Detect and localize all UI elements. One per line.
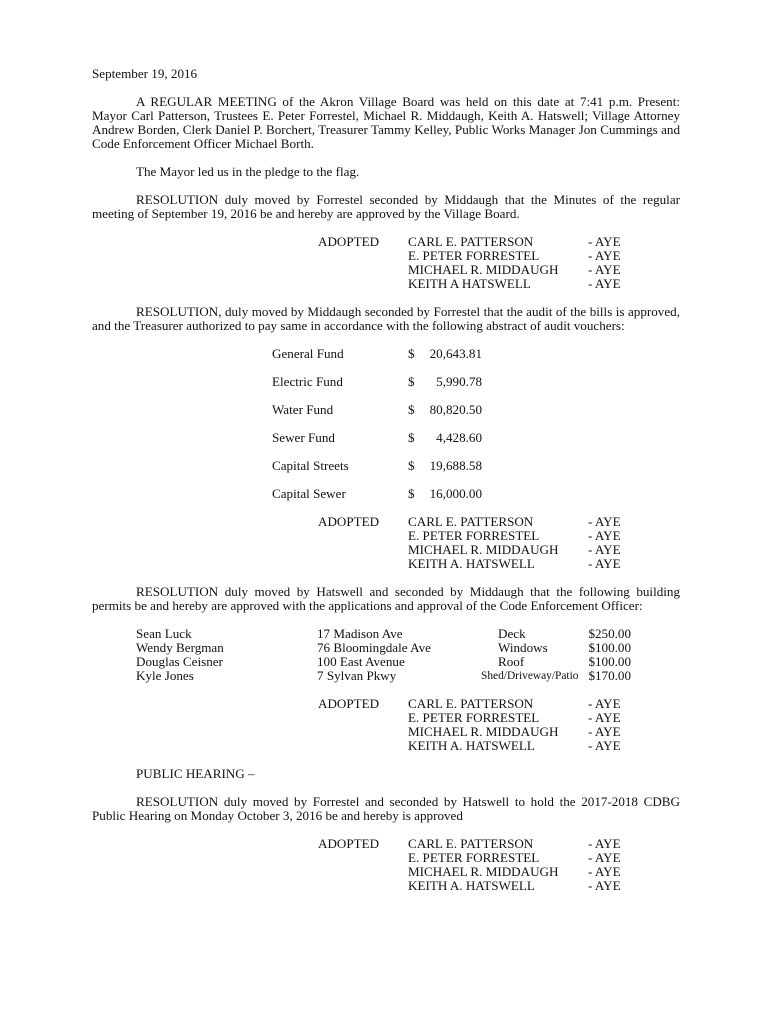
aye-label: - AYE <box>588 836 621 851</box>
permit-applicant: Wendy Bergman <box>136 640 224 655</box>
fund-name: Sewer Fund <box>272 430 335 445</box>
permit-address: 100 East Avenue <box>317 654 405 669</box>
audit-fund-list <box>272 347 680 515</box>
voter-name: E. PETER FORRESTEL <box>408 850 540 865</box>
vote-row <box>408 263 630 277</box>
vote-block-minutes <box>92 235 680 291</box>
permit-fee: $170.00 <box>588 668 631 683</box>
aye-label: - AYE <box>588 542 621 557</box>
fund-currency: $ <box>408 486 415 501</box>
aye-label: - AYE <box>588 724 621 739</box>
vote-row <box>408 711 630 725</box>
voter-name: CARL E. PATTERSON <box>408 836 534 851</box>
voter-name: KEITH A. HATSWELL <box>408 878 535 893</box>
vote-row <box>408 277 630 291</box>
voter-name: CARL E. PATTERSON <box>408 696 534 711</box>
aye-label: - AYE <box>588 850 621 865</box>
adopted-label: ADOPTED <box>318 836 380 851</box>
voter-name: CARL E. PATTERSON <box>408 234 534 249</box>
fund-amount: 19,688.58 <box>429 458 482 473</box>
permit-applicant: Douglas Ceisner <box>136 654 223 669</box>
adopted-label: ADOPTED <box>318 514 380 529</box>
voter-name: MICHAEL R. MIDDAUGH <box>408 724 559 739</box>
intro-paragraph: A REGULAR MEETING of the Akron Village Board was held on this date at 7:41 p.m. Present: Mayor Carl Patterson, Trustees E. Peter Forrestel, Michael R. Middaugh, Keith A. Hatswell; Village Attorney Andrew Borden, Clerk Daniel P. Borchert, Treasurer Tammy Kelley, Public Works Manager Jon Cummings and Code Enforcement Officer Michael Borth. <box>92 94 680 151</box>
aye-label: - AYE <box>588 528 621 543</box>
fund-amount: 16,000.00 <box>429 486 482 501</box>
vote-row <box>408 557 630 571</box>
vote-row <box>408 879 630 893</box>
vote-block-audit <box>92 515 680 571</box>
vote-row <box>408 851 630 865</box>
fund-currency: $ <box>408 346 415 361</box>
aye-label: - AYE <box>588 864 621 879</box>
vote-block-permits <box>92 697 680 753</box>
resolution-cdbg-hearing: RESOLUTION duly moved by Forrestel and seconded by Hatswell to hold the 2017-2018 CDBG Public Hearing on Monday October 3, 2016 be and hereby is approved <box>92 794 680 823</box>
permit-applicant: Kyle Jones <box>136 668 194 683</box>
permit-address: 17 Madison Ave <box>317 626 403 641</box>
permit-row <box>136 627 680 641</box>
voter-name: KEITH A HATSWELL <box>408 276 531 291</box>
public-hearing-heading: PUBLIC HEARING – <box>136 766 255 781</box>
meeting-date: September 19, 2016 <box>92 66 198 81</box>
fund-name: General Fund <box>272 346 344 361</box>
fund-amount: 4,428.60 <box>436 430 482 445</box>
voter-name: E. PETER FORRESTEL <box>408 528 540 543</box>
vote-block-cdbg <box>92 837 680 893</box>
aye-label: - AYE <box>588 710 621 725</box>
permit-row <box>136 641 680 655</box>
fund-row <box>272 431 680 459</box>
resolution-audit: RESOLUTION, duly moved by Middaugh seconded by Forrestel that the audit of the bills is approved, and the Treasurer authorized to pay same in accordance with the following abstract of audit vouchers: <box>92 304 680 333</box>
fund-row <box>272 347 680 375</box>
adopted-label: ADOPTED <box>318 234 380 249</box>
fund-name: Capital Streets <box>272 458 349 473</box>
fund-name: Water Fund <box>272 402 334 417</box>
vote-row <box>408 529 630 543</box>
fund-row <box>272 459 680 487</box>
permit-type: Deck <box>498 626 526 641</box>
fund-row <box>272 375 680 403</box>
voter-name: MICHAEL R. MIDDAUGH <box>408 542 559 557</box>
permit-row <box>136 655 680 669</box>
resolution-permits: RESOLUTION duly moved by Hatswell and seconded by Middaugh that the following building permits be and hereby are approved with the applications and approval of the Code Enforcement Officer: <box>92 584 680 613</box>
vote-row <box>408 837 630 851</box>
permit-address: 7 Sylvan Pkwy <box>317 668 397 683</box>
vote-row <box>408 697 630 711</box>
permit-row <box>136 669 680 683</box>
vote-row <box>408 515 630 529</box>
pledge-paragraph: The Mayor led us in the pledge to the flag. <box>136 164 360 179</box>
adopted-label: ADOPTED <box>318 696 380 711</box>
permit-applicant: Sean Luck <box>136 626 192 641</box>
vote-row <box>408 725 630 739</box>
permit-fee: $100.00 <box>588 640 631 655</box>
fund-currency: $ <box>408 430 415 445</box>
vote-row <box>408 543 630 557</box>
document-page <box>92 67 680 907</box>
aye-label: - AYE <box>588 276 621 291</box>
fund-currency: $ <box>408 458 415 473</box>
building-permit-list <box>136 627 680 683</box>
voter-name: CARL E. PATTERSON <box>408 514 534 529</box>
aye-label: - AYE <box>588 514 621 529</box>
aye-label: - AYE <box>588 248 621 263</box>
permit-type: Shed/Driveway/Patio <box>481 670 579 682</box>
aye-label: - AYE <box>588 696 621 711</box>
permit-fee: $250.00 <box>588 626 631 641</box>
aye-label: - AYE <box>588 234 621 249</box>
vote-row <box>408 865 630 879</box>
fund-amount: 20,643.81 <box>429 346 482 361</box>
voter-name: MICHAEL R. MIDDAUGH <box>408 262 559 277</box>
permit-address: 76 Bloomingdale Ave <box>317 640 431 655</box>
vote-row <box>408 249 630 263</box>
vote-row <box>408 235 630 249</box>
fund-name: Capital Sewer <box>272 486 346 501</box>
fund-row <box>272 403 680 431</box>
fund-name: Electric Fund <box>272 374 343 389</box>
permit-type: Windows <box>498 640 548 655</box>
resolution-minutes: RESOLUTION duly moved by Forrestel seconded by Middaugh that the Minutes of the regular meeting of September 19, 2016 be and hereby are approved by the Village Board. <box>92 192 680 221</box>
permit-type: Roof <box>498 654 525 669</box>
aye-label: - AYE <box>588 262 621 277</box>
aye-label: - AYE <box>588 878 621 893</box>
fund-currency: $ <box>408 374 415 389</box>
voter-name: MICHAEL R. MIDDAUGH <box>408 864 559 879</box>
vote-row <box>408 739 630 753</box>
fund-amount: 80,820.50 <box>429 402 482 417</box>
voter-name: KEITH A. HATSWELL <box>408 738 535 753</box>
fund-currency: $ <box>408 402 415 417</box>
aye-label: - AYE <box>588 556 621 571</box>
voter-name: E. PETER FORRESTEL <box>408 248 540 263</box>
permit-fee: $100.00 <box>588 654 631 669</box>
fund-row <box>272 487 680 515</box>
voter-name: E. PETER FORRESTEL <box>408 710 540 725</box>
aye-label: - AYE <box>588 738 621 753</box>
voter-name: KEITH A. HATSWELL <box>408 556 535 571</box>
fund-amount: 5,990.78 <box>436 374 482 389</box>
